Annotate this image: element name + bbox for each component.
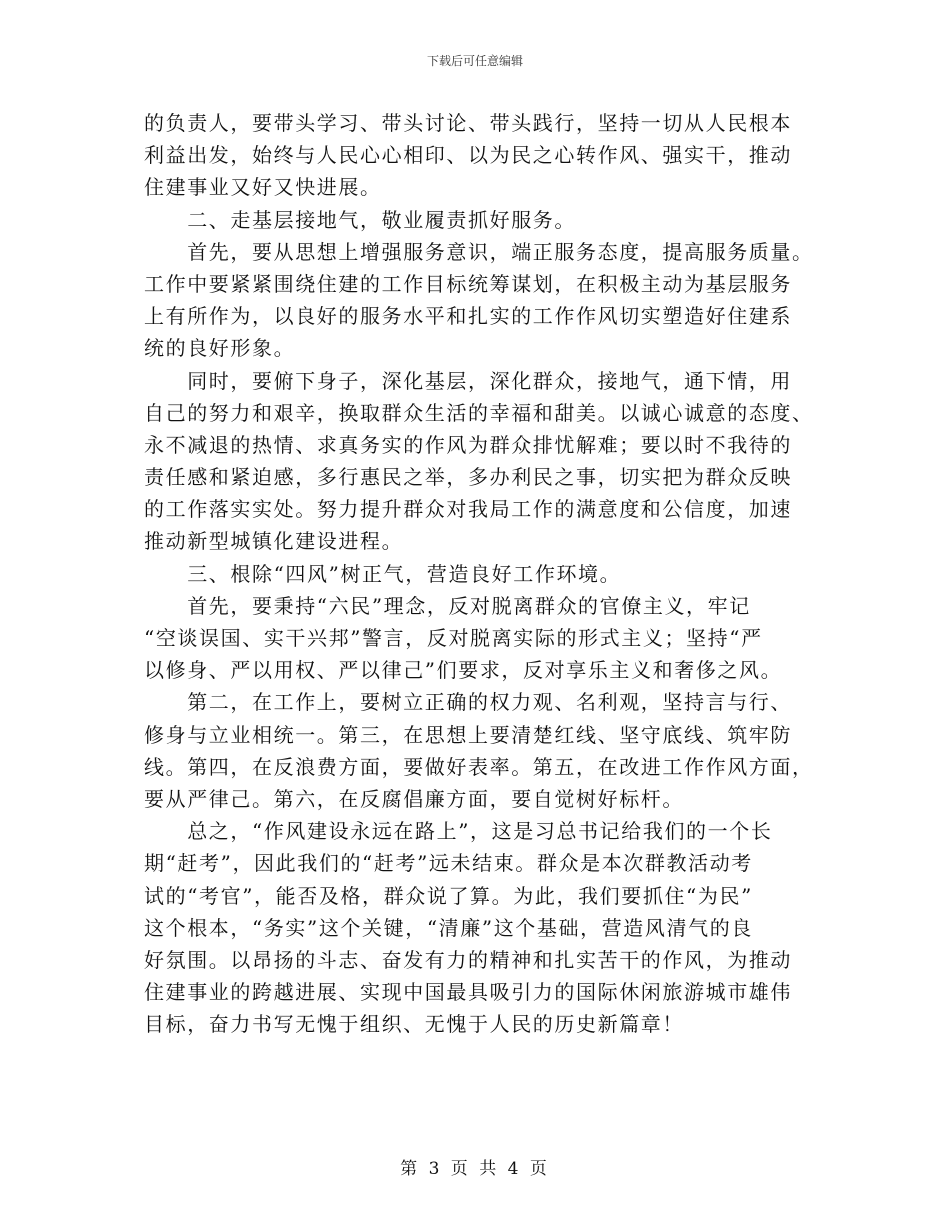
text-line: 责任感和紧迫感，多行惠民之举，多办利民之事，切实把为群众反映 xyxy=(144,465,792,490)
text-line: 要从严律己。第六，在反腐倡廉方面，要自觉树好标杆。 xyxy=(144,786,684,811)
text-line: 自己的努力和艰辛，换取群众生活的幸福和甜美。以诚心诚意的态度、 xyxy=(144,400,814,425)
text-line: 修身与立业相统一。第三，在思想上要清楚红线、坚守底线、筑牢防 xyxy=(144,722,792,747)
page-number-footer: 第 3 页 共 4 页 xyxy=(400,1159,550,1179)
text-line: 住建事业又好又快进展。 xyxy=(144,175,382,200)
text-line: 好氛围。以昂扬的斗志、奋发有力的精神和扎实苦干的作风，为推动 xyxy=(144,947,792,972)
text-line: 首先，要秉持“六民”理念，反对脱离群众的官僚主义，牢记 xyxy=(144,593,751,618)
text-line: 同时，要俯下身子，深化基层，深化群众，接地气，通下情，用 xyxy=(144,368,792,393)
section-heading: 二、走基层接地气，敬业履责抓好服务。 xyxy=(144,207,576,232)
section-heading: 三、根除“四风”树正气，营造良好工作环境。 xyxy=(144,561,622,586)
document-body xyxy=(144,107,824,1040)
text-line: 的工作落实实处。努力提升群众对我局工作的满意度和公信度，加速 xyxy=(144,497,792,522)
text-line: 目标，奋力书写无愧于组织、无愧于人民的历史新篇章！ xyxy=(144,1012,684,1037)
text-line: 第二，在工作上，要树立正确的权力观、名利观，坚持言与行、 xyxy=(144,690,792,715)
text-line: 期“赶考”，因此我们的“赶考”远未结束。群众是本次群教活动考 xyxy=(144,851,753,876)
text-line: 利益出发，始终与人民心心相印、以为民之心转作风、强实干，推动 xyxy=(144,143,792,168)
text-line: 工作中要紧紧围绕住建的工作目标统筹谋划，在积极主动为基层服务 xyxy=(144,271,792,296)
text-line: 线。第四，在反浪费方面，要做好表率。第五，在改进工作作风方面， xyxy=(144,754,814,779)
page-header: 下载后可任意编辑 xyxy=(426,54,523,68)
text-line: 以修身、严以用权、严以律己”们要求，反对享乐主义和奢侈之风。 xyxy=(144,658,783,683)
text-line: 首先，要从思想上增强服务意识，端正服务态度，提高服务质量。 xyxy=(144,239,814,264)
text-line: 这个根本，“务实”这个关键，“清廉”这个基础，营造风清气的良 xyxy=(144,915,753,940)
text-line: 总之，“作风建设永远在路上”，这是习总书记给我们的一个长 xyxy=(144,819,773,844)
text-line: 试的“考官”，能否及格，群众说了算。为此，我们要抓住“为民” xyxy=(144,883,753,908)
text-line: 统的良好形象。 xyxy=(144,336,296,361)
text-line: 永不减退的热情、求真务实的作风为群众排忧解难；要以时不我待的 xyxy=(144,432,792,457)
text-line: 住建事业的跨越进展、实现中国最具吸引力的国际休闲旅游城市雄伟 xyxy=(144,980,792,1005)
text-line: 上有所作为，以良好的服务水平和扎实的工作作风切实塑造好住建系 xyxy=(144,304,792,329)
text-line: “空谈误国、实干兴邦”警言，反对脱离实际的形式主义；坚持“严 xyxy=(144,626,763,650)
text-line: 的负责人，要带头学习、带头讨论、带头践行，坚持一切从人民根本 xyxy=(144,111,792,135)
text-line: 推动新型城镇化建设进程。 xyxy=(144,529,404,554)
